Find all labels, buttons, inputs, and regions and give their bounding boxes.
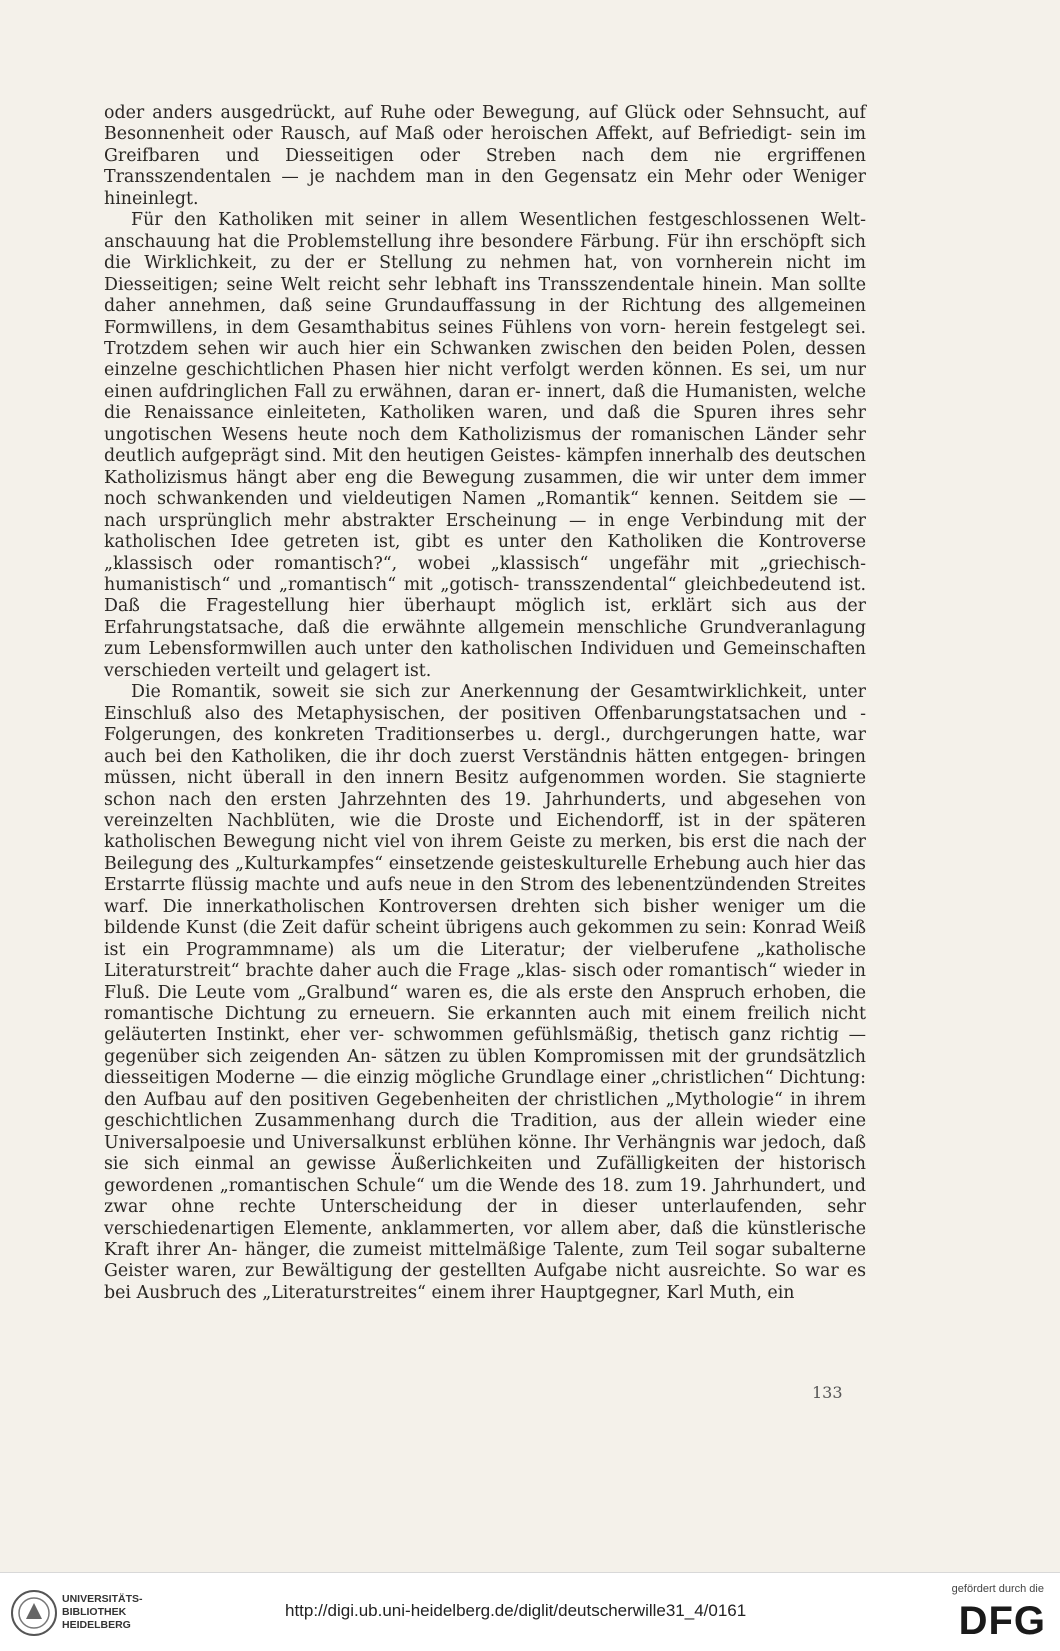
library-line: UNIVERSITÄTS- [62,1593,143,1605]
library-line: BIBLIOTHEK [62,1606,127,1618]
university-seal-icon [10,1589,58,1637]
funded-by-label: gefördert durch die [951,1583,1044,1595]
paragraph-1: oder anders ausgedrückt, auf Ruhe oder Bewegung, auf Glück oder Sehnsucht, auf Besonnenheit oder Rausch, auf Maß oder heroischen Affekt, auf Befriedigt- sein im Greifbaren und Diesseitigen oder Streben nach dem nie ergriffenen Transszendentalen — je nachdem man in den Gegensatz ein Mehr oder Weniger hineinlegt. [104,103,866,209]
library-line: HEIDELBERG [62,1619,131,1631]
paragraph-3: Die Romantik, soweit sie sich zur Anerkennung der Gesamtwirklichkeit, unter Einschluß also des Metaphysischen, der positiven Offenbarungstatsachen und -Folgerungen, des konkreten Traditionserbes u. dergl., durchgerungen hatte, war auch bei den Katholiken, die ihr doch zuerst Verständnis hätten entgegen- bringen müssen, nicht überall in den innern Besitz aufgenommen worden. Sie stagnierte schon nach den ersten Jahrzehnten des 19. Jahrhunderts, und abgesehen von vereinzelten Nachblüten, wie die Droste und Eichendorff, ist in der späteren katholischen Bewegung nicht viel von ihrem Geiste zu merken, bis erst die nach der Beilegung des „Kulturkampfes“ einsetzende geisteskulturelle Erhebung auch hier das Erstarrte flüssig machte und aufs neue in den Strom des lebenentzündenden Streites warf. Die innerkatholischen Kontroversen drehten sich bisher weniger um die bildende Kunst (die Zeit dafür scheint übrigens auch gekommen zu sein: Konrad Weiß ist ein Programmname) als um die Literatur; der vielberufene „katholische Literaturstreit“ brachte daher auch die Frage „klas- sisch oder romantisch“ wieder in Fluß. Die Leute vom „Gralbund“ waren es, die als erste den Anspruch erhoben, die romantische Dichtung zu erneuern. Sie erkannten auch mit einem freilich nicht geläuterten Instinkt, eher ver- schwommen gefühlsmäßig, thetisch ganz richtig — gegenüber sich zeigenden An- sätzen zu üblen Kompromissen mit der grundsätzlich diesseitigen Moderne — die einzig mögliche Grundlage einer „christlichen“ Dichtung: den Aufbau auf den positiven Gegebenheiten der christlichen „Mythologie“ in ihrem geschichtlichen Zusammenhang durch die Tradition, aus der allein wieder eine Universalpoesie und Universalkunst erblühen könne. Ihr Verhängnis war jedoch, daß sie sich einmal an gewisse Äußerlichkeiten und Zufälligkeiten der historisch gewordenen „romantischen Schule“ um die Wende des 18. zum 19. Jahrhundert, und zwar ohne rechte Unterscheidung der in dieser unterlaufenden, sehr verschiedenartigen Elemente, anklammerten, vor allem aber, daß die künstlerische Kraft ihrer An- hänger, die zumeist mittelmäßige Talente, zum Teil sogar subalterne Geister waren, zur Bewältigung der gestellten Aufgabe nicht ausreichte. So war es bei Ausbruch des „Literaturstreites“ einem ihrer Hauptgegner, Karl Muth, ein [104,682,866,1303]
body-text [104,103,866,1304]
library-name [62,1593,143,1632]
dfg-logo: DFG [958,1599,1046,1643]
viewer-footer [0,1572,1060,1651]
permalink-url[interactable]: http://digi.ub.uni-heidelberg.de/diglit/deutscherwille31_4/0161 [285,1601,747,1620]
paragraph-2: Für den Katholiken mit seiner in allem Wesentlichen festgeschlossenen Welt- anschauung hat die Problemstellung ihre besondere Färbung. Für ihn erschöpft sich die Wirklichkeit, zu der er Stellung zu nehmen hat, von vornherein nicht im Diesseitigen; seine Welt reicht sehr lebhaft ins Transszendentale hinein. Man sollte daher annehmen, daß seine Grundauffassung in der Richtung des allgemeinen Formwillens, in dem Gesamthabitus seines Fühlens von vorn- herein festgelegt sei. Trotzdem sehen wir auch hier ein Schwanken zwischen den beiden Polen, dessen einzelne geschichtlichen Phasen hier nicht verfolgt werden können. Es sei, um nur einen aufdringlichen Fall zu erwähnen, daran er- innert, daß die Humanisten, welche die Renaissance einleiteten, Katholiken waren, und daß die Spuren ihres sehr ungotischen Wesens heute noch dem Katholizismus der romanischen Länder sehr deutlich aufgeprägt sind. Mit den heutigen Geistes- kämpfen innerhalb des deutschen Katholizismus hängt aber eng die Bewegung zusammen, die wir unter dem immer noch schwankenden und vieldeutigen Namen „Romantik“ kennen. Seitdem sie — nach ursprünglich mehr abstrakter Erscheinung — in enge Verbindung mit der katholischen Idee getreten ist, gibt es unter den Katholiken die Kontroverse „klassisch oder romantisch?“, wobei „klassisch“ ungefähr mit „griechisch-humanistisch“ und „romantisch“ mit „gotisch- transszendental“ gleichbedeutend ist. Daß die Fragestellung hier überhaupt möglich ist, erklärt sich aus der Erfahrungstatsache, daß die erwähnte allgemein menschliche Grundveranlagung zum Lebensformwillen auch unter den katholischen Individuen und Gemeinschaften verschieden verteilt und gelagert ist. [104,210,866,681]
page-number: 133 [812,1383,843,1402]
